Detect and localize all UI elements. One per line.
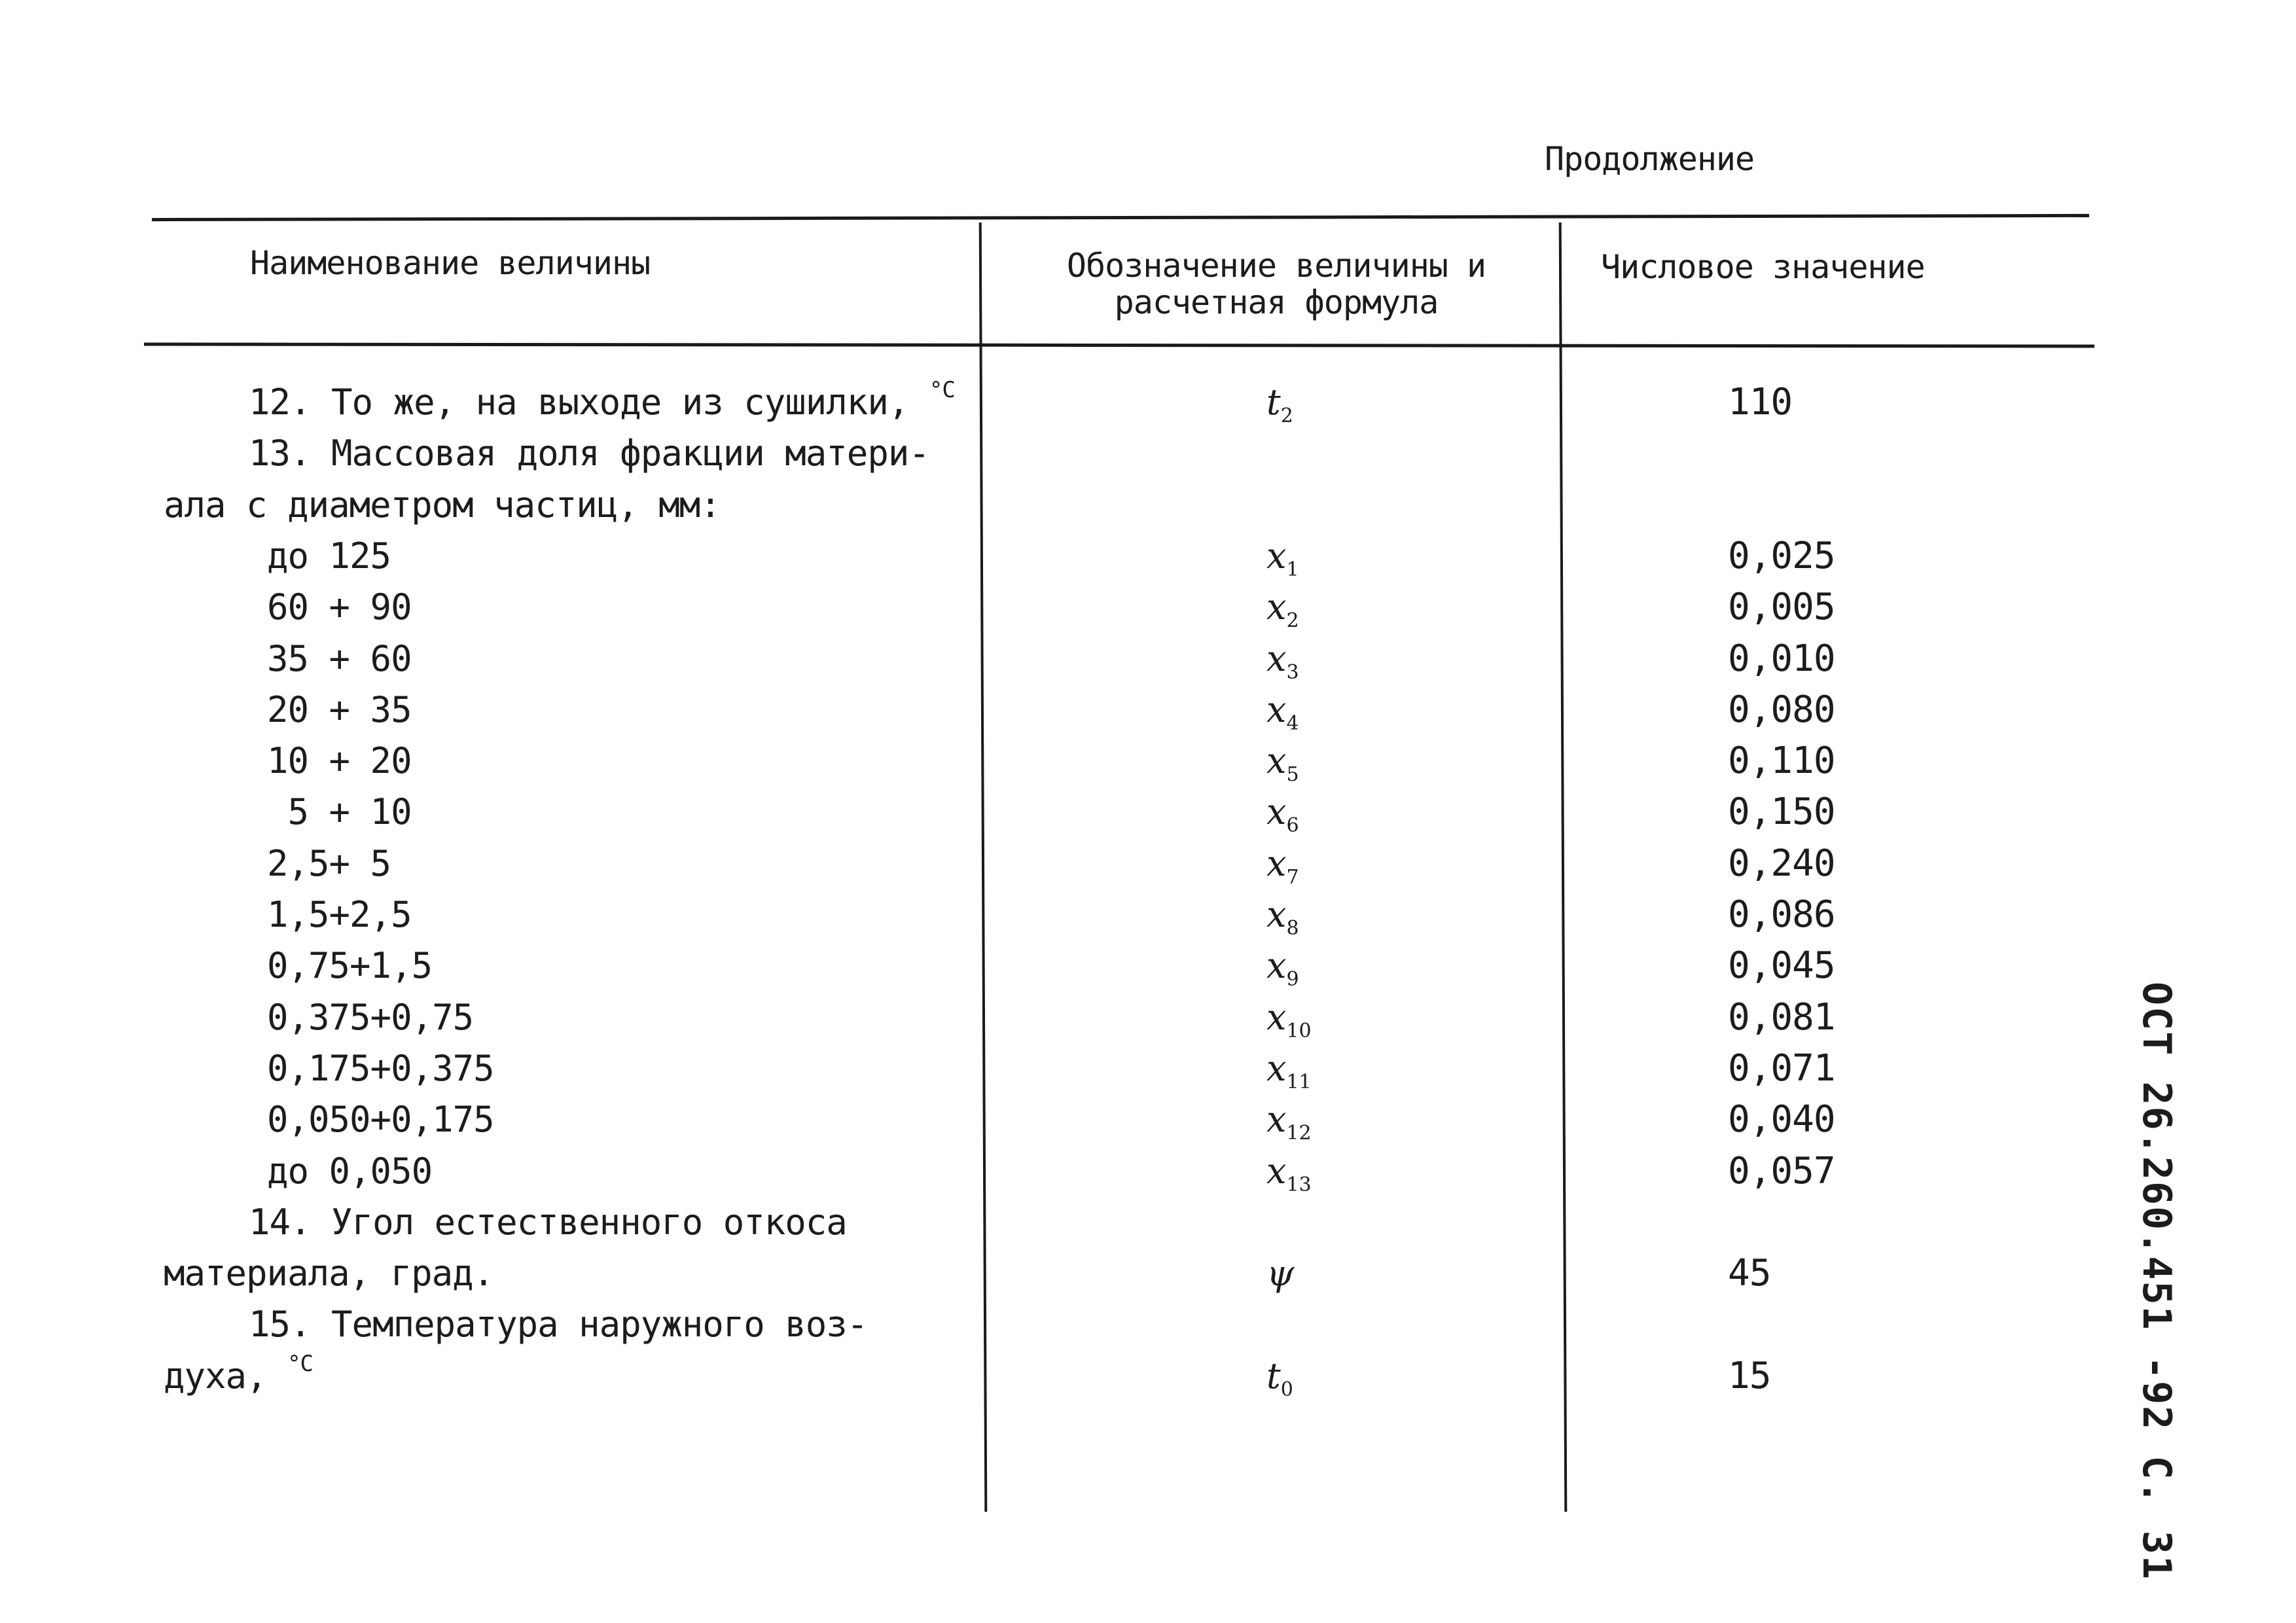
row-symbol-base: x [1266, 1047, 1287, 1089]
row-value: 45 [1728, 1252, 1771, 1295]
table-row [0, 1351, 2296, 1402]
row-name [249, 428, 929, 479]
row-name-text: 1,5+2,5 [267, 894, 412, 935]
row-symbol-subscript: 0 [1280, 1378, 1293, 1401]
row-name-text: 10 + 20 [267, 740, 412, 782]
row-name [267, 1146, 432, 1197]
table-row [0, 736, 2296, 787]
row-symbol [1266, 1248, 1294, 1299]
header-symbol: Обозначение величины и расчетная формула [1066, 247, 1486, 321]
row-symbol-subscript: 9 [1286, 968, 1299, 991]
table-row [0, 992, 2296, 1043]
row-symbol-base: t [1266, 1355, 1281, 1397]
row-symbol-subscript: 11 [1286, 1070, 1312, 1094]
row-name [267, 787, 412, 838]
row-name-text: 60 + 90 [267, 586, 412, 628]
row-name-text: ала с диаметром частиц, мм: [164, 484, 721, 526]
row-symbol [1266, 1351, 1293, 1416]
row-symbol-base: x [1266, 842, 1287, 884]
table-row [0, 633, 2296, 685]
row-unit: °C [929, 377, 955, 403]
row-value: 110 [1728, 381, 1793, 423]
header-value: Числовое значение [1601, 248, 1925, 286]
row-name-text: 0,175+0,375 [267, 1047, 494, 1089]
table-row [0, 1043, 2296, 1094]
row-name [267, 685, 412, 736]
row-symbol-base: x [1266, 1099, 1287, 1141]
row-symbol-subscript: 7 [1286, 865, 1299, 889]
table-row [0, 940, 2296, 991]
row-value: 0,010 [1728, 637, 1835, 680]
row-value: 0,025 [1728, 534, 1835, 577]
row-name-text: 2,5+ 5 [267, 842, 391, 884]
header-name: Наименование величины [250, 244, 651, 282]
row-symbol-base: t [1266, 382, 1281, 423]
table-row [0, 377, 2296, 428]
header-bottom-rule [144, 342, 2094, 348]
row-name [267, 531, 391, 582]
row-name [267, 992, 473, 1043]
continuation-label: Продолжение [1545, 140, 1755, 178]
row-symbol-subscript: 13 [1286, 1173, 1312, 1196]
row-symbol-subscript: 2 [1280, 404, 1293, 427]
table-row [0, 1248, 2296, 1299]
row-name-text: 35 + 60 [267, 637, 412, 679]
row-value: 0,150 [1728, 791, 1835, 834]
row-symbol-subscript: 8 [1286, 916, 1299, 940]
table-row [0, 787, 2296, 838]
row-symbol-base: x [1266, 586, 1287, 628]
table-row [0, 1197, 2296, 1248]
row-symbol-base: x [1266, 535, 1287, 577]
row-symbol-subscript: 12 [1286, 1121, 1312, 1145]
row-name-text: 5 + 10 [267, 791, 412, 833]
row-symbol-subscript: 2 [1286, 609, 1299, 632]
row-value: 0,071 [1728, 1046, 1835, 1090]
row-symbol-subscript: 10 [1286, 1019, 1312, 1043]
row-value: 0,005 [1728, 586, 1835, 629]
row-symbol-base: x [1266, 791, 1287, 833]
table-top-rule [152, 214, 2089, 221]
row-symbol-base: x [1266, 740, 1287, 782]
table-row [0, 480, 2296, 531]
row-value: 0,086 [1728, 893, 1835, 936]
table-row [0, 685, 2296, 736]
table-row [0, 838, 2296, 889]
row-name-text: 0,050+0,175 [267, 1099, 494, 1141]
table-row [0, 1094, 2296, 1145]
row-name [267, 582, 412, 633]
row-name-text: 0,75+1,5 [267, 945, 433, 987]
row-name-text: 13. Массовая доля фракции матери- [249, 433, 929, 474]
row-name-text: материала, град. [164, 1253, 494, 1294]
row-symbol-base: x [1266, 688, 1287, 730]
row-value: 0,080 [1728, 688, 1835, 731]
row-value: 0,110 [1728, 740, 1835, 783]
row-symbol-subscript: 3 [1286, 660, 1299, 684]
row-name [164, 480, 721, 531]
table-row [0, 531, 2296, 582]
row-name-text: 20 + 35 [267, 688, 412, 730]
row-name-text: до 0,050 [267, 1150, 433, 1192]
row-symbol-base: x [1266, 894, 1287, 935]
row-name-text: 0,375+0,75 [267, 996, 474, 1038]
row-symbol-base: x [1266, 637, 1287, 679]
row-name-text: 15. Температура наружного воз- [249, 1304, 868, 1346]
row-name [164, 1351, 313, 1402]
row-symbol-base: ψ [1266, 1253, 1295, 1294]
row-name [267, 838, 391, 889]
table-row [0, 889, 2296, 940]
row-name [249, 377, 955, 428]
row-value: 0,045 [1728, 944, 1835, 988]
row-name [267, 1094, 494, 1145]
row-symbol-subscript: 5 [1286, 762, 1299, 786]
row-name [249, 1197, 847, 1248]
row-name-text: 12. То же, на выходе из сушилки, [249, 382, 929, 423]
row-name [267, 889, 412, 940]
row-symbol-base: x [1266, 945, 1287, 987]
row-name [267, 940, 432, 991]
row-value: 0,240 [1728, 842, 1835, 885]
row-value: 0,057 [1728, 1149, 1835, 1192]
row-symbol-subscript: 1 [1286, 558, 1299, 581]
row-symbol-subscript: 6 [1286, 814, 1299, 838]
row-name-text: до 125 [267, 535, 391, 577]
table-row [0, 1299, 2296, 1350]
row-symbol-base: x [1266, 1150, 1287, 1192]
row-name [267, 736, 412, 787]
table-row [0, 428, 2296, 479]
row-name-text: духа, [164, 1355, 288, 1397]
row-name [249, 1299, 867, 1350]
row-symbol-subscript: 4 [1286, 711, 1299, 735]
row-value: 15 [1728, 1354, 1771, 1397]
table-row [0, 1146, 2296, 1197]
row-name [267, 1043, 494, 1094]
side-document-code: ОСТ 26.260.451 -92 С. 31 [2134, 982, 2179, 1580]
row-name [267, 633, 412, 685]
row-name-text: 14. Угол естественного откоса [249, 1201, 847, 1243]
row-unit: °C [287, 1350, 314, 1377]
row-symbol-base: x [1266, 996, 1287, 1038]
row-name [164, 1248, 493, 1299]
table-row [0, 582, 2296, 633]
row-value: 0,081 [1728, 995, 1835, 1039]
row-value: 0,040 [1728, 1098, 1835, 1141]
